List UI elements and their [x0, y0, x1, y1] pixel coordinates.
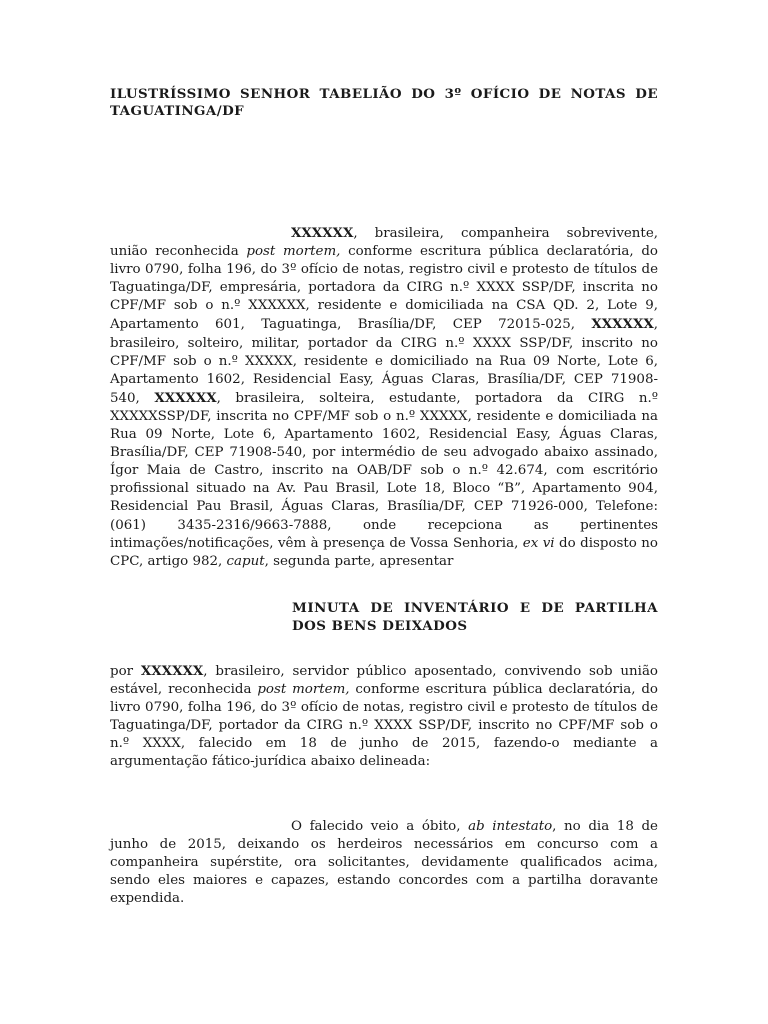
redacted-name-heir-1: XXXXXX: [591, 316, 654, 333]
paragraph-text: por: [110, 664, 141, 679]
qualification-paragraph: [110, 224, 658, 571]
paragraph-text: O falecido veio a óbito,: [291, 819, 469, 834]
paragraph-text: do disposto no CPC, artigo 982,: [110, 535, 658, 569]
italic-term: ab intestato: [468, 819, 553, 834]
paragraph-text: conforme escritura pública declaratória, do livro 0790, folha 196, do 3º ofício de notas, registro civil e protesto de títulos de Taguatinga/DF, empresária, portadora da CIRG n.º XXXX SSP/DF, inscrita no CPF/MF sob o n.º XXXXXX, residente e domiciliada na CSA QD. 2, Lote 9, Apartamento 601, Taguatinga, Brasília/DF, CEP 72015-025,: [110, 244, 658, 333]
italic-term: caput: [226, 553, 265, 569]
deceased-paragraph: [110, 662, 658, 772]
italic-term: post mortem,: [246, 244, 341, 260]
italic-term: ex vi: [522, 535, 555, 551]
paragraph-text: , brasileiro, servidor público aposentado, convivendo sob união estável, reconhecida: [110, 664, 658, 698]
facts-paragraph: [110, 818, 658, 908]
paragraph-text: conforme escritura pública declaratória, do livro 0790, folha 196, do 3º ofício de notas, registro civil e protesto de títulos de Taguatinga/DF, portador da CIRG n.º XXXX SSP/DF, inscrito no CPF/MF sob o n.º XXXX, falecido em 18 de junho de 2015, fazendo-o mediante a argumentação fático-jurídica abaixo delineada:: [110, 682, 658, 770]
document-title: MINUTA DE INVENTÁRIO E DE PARTILHA DOS BENS DEIXADOS: [292, 600, 658, 634]
italic-term: post mortem,: [257, 682, 350, 698]
paragraph-text: , segunda parte, apresentar: [264, 553, 454, 569]
redacted-name-deceased: XXXXXX: [140, 663, 204, 679]
paragraph-text: , brasileira, solteira, estudante, portadora da CIRG n.º XXXXXSSP/DF, inscrita no CPF/MF sob o n.º XXXXX, residente e domiciliada na Rua 09 Norte, Lote 6, Apartamento 1602, Residencial Easy, Águas Claras, Brasília/DF, CEP 71908-540, por intermédio de seu advogado abaixo assinado, Ígor Maia de Castro, inscrito na OAB/DF sob o n.º 42.674, com escritório profissional situado na Av. Pau Brasil, Lote 18, Bloco “B”, Apartamento 904, Residencial Pau Brasil, Águas Claras, Brasília/DF, CEP 71926-000, Telefone: (061) 3435-2316/9663-7888, onde recepciona as pertinentes intimações/notificações, vêm à presença de Vossa Senhoria,: [110, 390, 659, 551]
redacted-name-heir-2: XXXXXX: [154, 389, 217, 406]
redacted-name-companion: XXXXXX: [291, 225, 354, 241]
document-heading: ILUSTRÍSSIMO SENHOR TABELIÃO DO 3º OFÍCIO DE NOTAS DE TAGUATINGA/DF: [110, 86, 658, 119]
paragraph-text: , no dia 18 de junho de 2015, deixando os herdeiros necessários em concurso com a companheira supérstite, ora solicitantes, devidamente qualificados acima, sendo eles maiores e capazes, estando concordes com a partilha doravante expendida.: [110, 819, 658, 907]
paragraph-text: , brasileira, companheira sobrevivente, união reconhecida: [110, 226, 658, 260]
paragraph-text: , brasileiro, solteiro, militar, portador da CIRG n.º XXXX SSP/DF, inscrito no CPF/MF sob o n.º XXXXX, residente e domiciliado na Rua 09 Norte, Lote 6, Apartamento 1602, Residencial Easy, Águas Claras, Brasília/DF, CEP 71908-540,: [110, 317, 658, 406]
